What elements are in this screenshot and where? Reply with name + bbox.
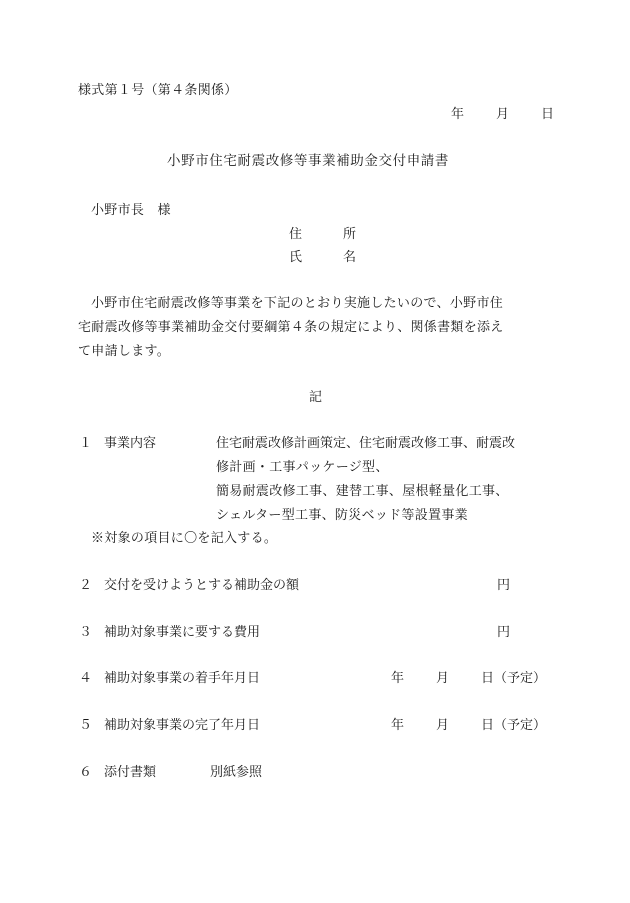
item-4-number: ４ (79, 671, 93, 686)
item-1-line-2: 修計画・工事パッケージ型、 (216, 460, 389, 475)
date-day: 日 (541, 107, 555, 122)
item-2 (0, 579, 630, 593)
page-title: 小野市住宅耐震改修等事業補助金交付申請書 (167, 153, 449, 169)
item-1-line-4: シェルター型工事、防災ベッド等設置事業 (216, 508, 468, 523)
item-5-month: 月 (436, 718, 450, 733)
ki-heading: 記 (309, 390, 323, 405)
item-6-number: ６ (79, 765, 93, 780)
address-label: 住 所 (289, 227, 356, 242)
item-1-label: 事業内容 (104, 436, 157, 451)
form-number: 様式第１号（第４条関係） (78, 83, 238, 98)
item-6 (0, 766, 630, 780)
item-4-month: 月 (436, 671, 450, 686)
item-1-line-1: 住宅耐震改修計画策定、住宅耐震改修工事、耐震改 (216, 436, 516, 451)
item-5-label: 補助対象事業の完了年月日 (104, 718, 261, 733)
body-line-3: て申請します。 (78, 344, 171, 359)
item-3 (0, 626, 630, 640)
body-line-1: 小野市住宅耐震改修等事業を下記のとおり実施したいので、小野市住 (91, 296, 504, 311)
addressee: 小野市長 様 (91, 203, 171, 218)
body-line-2: 宅耐震改修等事業補助金交付要綱第４条の規定により、関係書類を添え (78, 320, 504, 335)
item-5 (0, 719, 630, 733)
item-2-label: 交付を受けようとする補助金の額 (104, 578, 300, 593)
name-label: 氏 名 (289, 250, 356, 265)
item-3-number: ３ (79, 625, 93, 640)
item-4-label: 補助対象事業の着手年月日 (104, 671, 261, 686)
item-4-day: 日（予定） (481, 671, 547, 686)
date-year: 年 (451, 107, 465, 122)
item-4 (0, 672, 630, 686)
item-5-day: 日（予定） (481, 718, 547, 733)
item-1-note: ※対象の項目に〇を記入する。 (91, 531, 278, 546)
item-1-line-3: 簡易耐震改修工事、建替工事、屋根軽量化工事、 (216, 484, 509, 499)
item-3-unit: 円 (497, 625, 511, 640)
item-6-label: 添付書類 (104, 765, 157, 780)
item-1-number: １ (79, 436, 93, 451)
item-2-number: ２ (79, 578, 93, 593)
item-5-number: ５ (79, 718, 93, 733)
date-line (0, 108, 630, 122)
item-6-value: 別紙参照 (210, 765, 263, 780)
date-month: 月 (496, 107, 510, 122)
item-5-year: 年 (391, 718, 405, 733)
item-2-unit: 円 (497, 578, 511, 593)
item-4-year: 年 (391, 671, 405, 686)
item-1 (0, 437, 630, 451)
item-3-label: 補助対象事業に要する費用 (104, 625, 261, 640)
